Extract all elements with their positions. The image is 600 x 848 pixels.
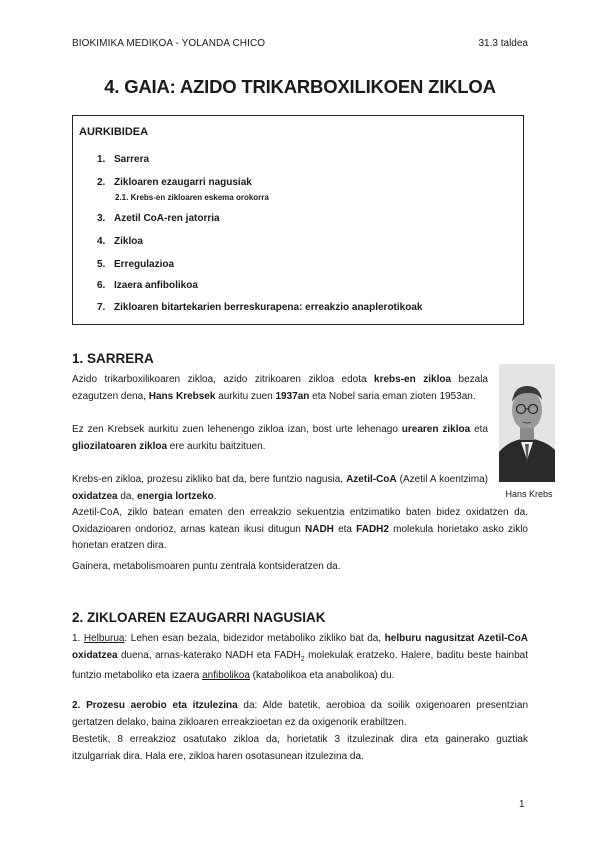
toc-item: 2. Zikloaren ezaugarri nagusiak [97,177,252,188]
paragraph: Azido trikarboxilikoaren zikloa, azido zitrikoaren zikloa edota krebs-en zikloa bezala ezagutzen dena, Hans Krebsek aurkitu zuen 1937an eta Nobel saria eman zioten 1953an. [72,374,488,402]
page-title: 4. GAIA: AZIDO TRIKARBOXILIKOEN ZIKLOA [104,76,496,97]
toc-item: 4. Zikloa [97,236,143,247]
paragraph: 2. Prozesu aerobio eta itzulezina da: Alde batetik, aerobioa da soilik oxigenoaren presentzian gertatzen delako, baina zikloaren erreakzioetan ez da oxigenorik erabiltzen. [72,700,529,728]
section-heading: 1. SARRERA [72,351,154,366]
header-author: BIOKIMIKA MEDIKOA - YOLANDA CHICO [72,38,266,49]
toc-item: 1. Sarrera [97,154,150,165]
toc-item: 6. Izaera anfibolikoa [97,280,198,291]
paragraph: Azetil-CoA, ziklo batean ematen den erreakzio sekuentzia entzimatiko baten bidez oxidatzen da. Oxidazioaren ondorioz, arnas katean ikusi ditugun NADH eta FADH2 molekula horietako asko ziklo honetan eratzen dira. [72,507,528,551]
paragraph: Gainera, metabolismoaren puntu zentrala kontsideratzen da. [72,561,341,572]
paragraph: Ez zen Krebsek aurkitu zuen lehenengo zikloa izan, bost urte lehenago urearen zikloa eta gliozilatoaren zikloa ere aurkitu baitzituen. [72,424,488,452]
portrait-photo [499,364,555,482]
paragraph: 1. Helburua: Lehen esan bezala, bidezidor metaboliko zikliko bat da, helburu nagusitzat Azetil-CoA oxidatzea duena, arnas-katerako NADH eta $FADH_2$ molekulak eratzeko. Halere, baditu beste hainbat funtzio metaboliko eta izaera anfibolikoa (katabolikoa eta anabolikoa) du. [72,633,528,681]
header-group: 31.3 taldea [478,38,528,49]
portrait-caption: Hans Krebs [505,489,553,499]
toc-item: 3. Azetil CoA-ren jatorria [97,213,220,224]
paragraph: Bestetik, 8 erreakzioz osatutako zikloa da, horietatik 3 itzulezinak dira eta gainerako guztiak itzulgarriak dira. Hala ere, zikloa haren osotasunean itzulezina da. [72,734,528,762]
paragraph: Krebs-en zikloa, prozesu zikliko bat da, bere funtzio nagusia, Azetil-CoA (Azetil A koentzima) oxidatzea da, energia lortzeko. [72,474,488,502]
toc-item: 7. Zikloaren bitartekarien berreskurapena: erreakzio anaplerotikoak [97,302,423,313]
toc-subitem: 2.1. Krebs-en zikloaren eskema orokorra [115,193,269,202]
page-number: 1 [519,799,525,810]
toc-item: 5. Erregulazioa [97,259,175,270]
section-heading: 2. ZIKLOAREN EZAUGARRI NAGUSIAK [72,610,326,625]
table-of-contents [72,115,524,325]
toc-heading: AURKIBIDEA [79,126,149,138]
portrait-image [499,364,555,482]
